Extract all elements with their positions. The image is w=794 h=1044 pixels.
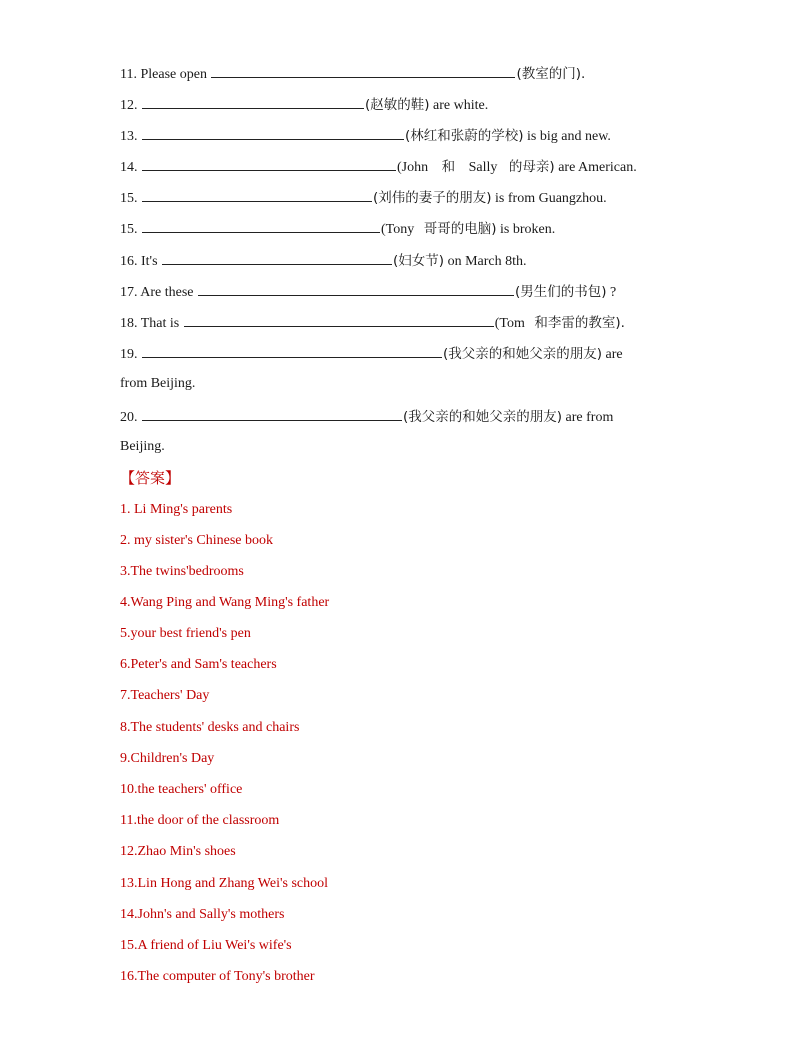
question-16: [120, 249, 680, 271]
answer-blank[interactable]: [142, 405, 402, 421]
question-20: [120, 405, 680, 427]
question-number: 13.: [120, 129, 138, 144]
question-hint: 的母亲): [508, 159, 555, 175]
question-number: 18.: [120, 316, 138, 331]
question-hint: (妇女节): [393, 253, 445, 269]
question-19: [120, 342, 680, 364]
question-hint: (John: [397, 160, 429, 175]
question-hint: (教室的门).: [516, 66, 586, 82]
answer-item: 4.Wang Ping and Wang Ming's father: [120, 595, 330, 610]
question-text: Please open: [140, 67, 207, 82]
answer-item: 3.The twins'bedrooms: [120, 564, 244, 579]
question-hint: (刘伟的妻子的朋友): [373, 190, 492, 206]
question-hint: (赵敏的鞋): [365, 97, 430, 113]
question-hint: (Tom: [494, 316, 525, 331]
answer-item: 11.the door of the classroom: [120, 813, 280, 828]
question-19-continued: [120, 373, 680, 395]
answer-item: 13.Lin Hong and Zhang Wei's school: [120, 876, 328, 891]
question-text: is from Guangzhou.: [491, 191, 607, 206]
question-number: 17.: [120, 285, 138, 300]
answer-item: 12.Zhao Min's shoes: [120, 844, 236, 859]
question-text: are American.: [554, 160, 637, 175]
question-20-continued: [120, 436, 680, 458]
question-text: Are these: [140, 285, 194, 300]
answer-item: 15.A friend of Liu Wei's wife's: [120, 938, 292, 953]
question-text: is big and new.: [523, 129, 611, 144]
answer-blank[interactable]: [198, 280, 514, 296]
question-14: [120, 155, 680, 177]
question-15b: [120, 217, 680, 239]
question-number: 12.: [120, 98, 138, 113]
question-15a: [120, 186, 680, 208]
answer-item: 14.John's and Sally's mothers: [120, 907, 285, 922]
answer-blank[interactable]: [142, 124, 404, 140]
question-number: 11.: [120, 67, 137, 82]
answer-item: 5.your best friend's pen: [120, 626, 251, 641]
question-hint: 和: [441, 159, 456, 175]
answer-blank[interactable]: [142, 217, 380, 233]
answer-item: 1. Li Ming's parents: [120, 502, 233, 517]
question-hint: Sally: [468, 160, 498, 175]
question-12: [120, 93, 680, 115]
question-text: ?: [606, 285, 617, 300]
question-text: That is: [140, 316, 180, 331]
question-11: [120, 62, 680, 84]
answer-blank[interactable]: [211, 62, 515, 78]
question-text: on March 8th.: [444, 254, 527, 269]
question-hint: (Tony: [381, 222, 415, 237]
answer-blank[interactable]: [142, 93, 364, 109]
question-number: 16.: [120, 254, 138, 269]
answer-blank[interactable]: [142, 342, 442, 358]
question-hint: 哥哥的电脑): [423, 221, 497, 237]
answer-blank[interactable]: [142, 155, 396, 171]
question-number: 14.: [120, 160, 138, 175]
question-number: 20.: [120, 410, 138, 425]
answer-blank[interactable]: [184, 311, 494, 327]
question-hint: (男生们的书包): [515, 284, 607, 300]
question-text: It's: [141, 254, 158, 269]
answer-blank[interactable]: [142, 186, 372, 202]
answer-heading: 【答案】: [120, 469, 181, 487]
answer-item: 10.the teachers' office: [120, 782, 243, 797]
question-hint: (我父亲的和她父亲的朋友): [403, 409, 563, 425]
question-hint: (我父亲的和她父亲的朋友): [443, 346, 603, 362]
question-13: [120, 124, 680, 146]
question-17: [120, 280, 680, 302]
question-text: are white.: [429, 98, 489, 113]
question-hint: (林红和张蔚的学校): [405, 128, 524, 144]
question-hint: 和李雷的教室).: [534, 315, 625, 331]
answer-item: 6.Peter's and Sam's teachers: [120, 657, 277, 672]
answer-item: 16.The computer of Tony's brother: [120, 969, 315, 984]
answer-item: 8.The students' desks and chairs: [120, 720, 300, 735]
question-text: is broken.: [496, 222, 556, 237]
question-text: are from: [562, 410, 614, 425]
answer-item: 9.Children's Day: [120, 751, 215, 766]
question-text: from Beijing.: [120, 376, 196, 391]
question-number: 15.: [120, 191, 138, 206]
question-text: are: [602, 347, 623, 362]
question-number: 15.: [120, 222, 138, 237]
answer-item: 7.Teachers' Day: [120, 688, 210, 703]
question-number: 19.: [120, 347, 138, 362]
answer-item: 2. my sister's Chinese book: [120, 533, 274, 548]
question-18: [120, 311, 680, 333]
question-text: Beijing.: [120, 439, 165, 454]
answer-blank[interactable]: [162, 249, 392, 265]
